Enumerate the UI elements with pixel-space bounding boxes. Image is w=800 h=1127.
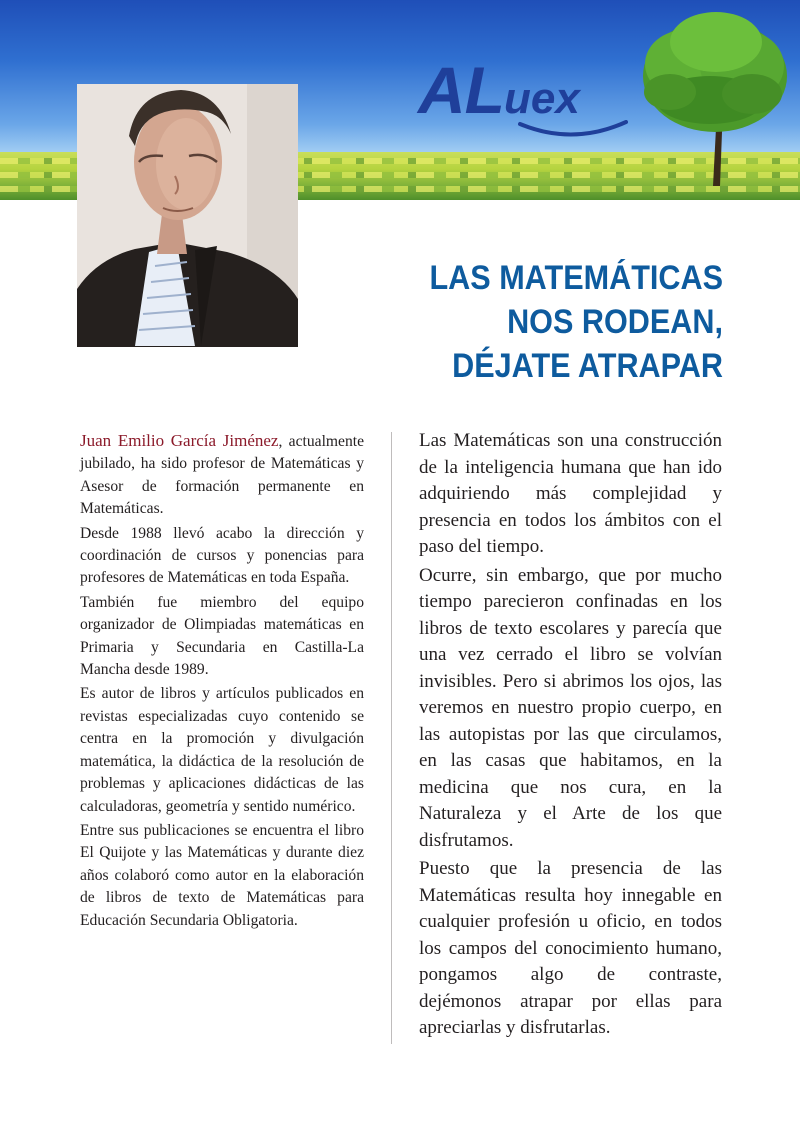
tree-canopy [643,12,787,132]
logo-text-uex: uex [503,74,580,123]
author-photo [77,84,298,347]
author-name: Juan Emilio García Jiménez [80,431,279,450]
article-column [419,428,722,1044]
bio-intro [80,430,364,521]
bio-paragraph: Desde 1988 llevó acabo la dirección y coordinación de cursos y ponencias para profesores de Matemáticas en toda España. [80,524,364,587]
aluex-logo [418,52,638,142]
bio-paragraph: Es autor de libros y artículos publicados en revistas especializadas cuyo contenido se centra en la promoción y divulgación matemática, la didáctica de la resolución de problemas y aplicaciones didácticas de las calculadoras, geometría y sentido numérico. [80,685,364,815]
headline-line: DÉJATE ATRAPAR [452,347,723,385]
bio-paragraph: Entre sus publicaciones se encuentra el libro El Quijote y las Matemáticas y durante diez años colaboró como autor en la elaboración de libros de texto de Matemáticas para Educación Secundaria Obligatoria. [80,821,364,929]
headline-line: LAS MATEMÁTICAS [429,259,723,297]
headline-line: NOS RODEAN, [507,303,723,341]
column-divider [391,432,392,1044]
page-headline [363,256,723,388]
article-paragraph: Puesto que la presencia de las Matemáticas resulta hoy innegable en cualquier profesión u oficio, en todos los campos del conocimiento humano, pongamos algo de contraste, dejémonos atrapar por ellas para apreciarlas y disfrutarlas. [419,858,722,1038]
logo-text-al: AL [418,53,504,127]
tree-illustration [630,8,800,188]
logo-swoosh-icon [518,120,628,140]
article-paragraph: Las Matemáticas son una construcción de la inteligencia humana que han ido adquiriendo más complejidad y presencia en todos los ámbitos con el paso del tiempo. [419,430,722,557]
bio-intro-text: , actualmente jubilado, ha sido profesor de Matemáticas y Asesor de formación permanente en Matemáticas. [80,433,364,518]
bio-paragraph: También fue miembro del equipo organizador de Olimpiadas matemáticas en Primaria y Secundaria en Castilla-La Mancha desde 1989. [80,593,364,679]
article-paragraph: Ocurre, sin embargo, que por mucho tiempo parecieron confinadas en los libros de texto escolares y parecía que una vez cerrado el libro se volvían invisibles. Pero si abrimos los ojos, las veremos en nuestro propio cuerpo, en las autopistas por las que circulamos, en las casas que habitamos, en la medicina que nos cura, en la Naturaleza y el Arte de los que disfrutamos. [419,564,722,851]
author-bio-column [80,430,364,934]
